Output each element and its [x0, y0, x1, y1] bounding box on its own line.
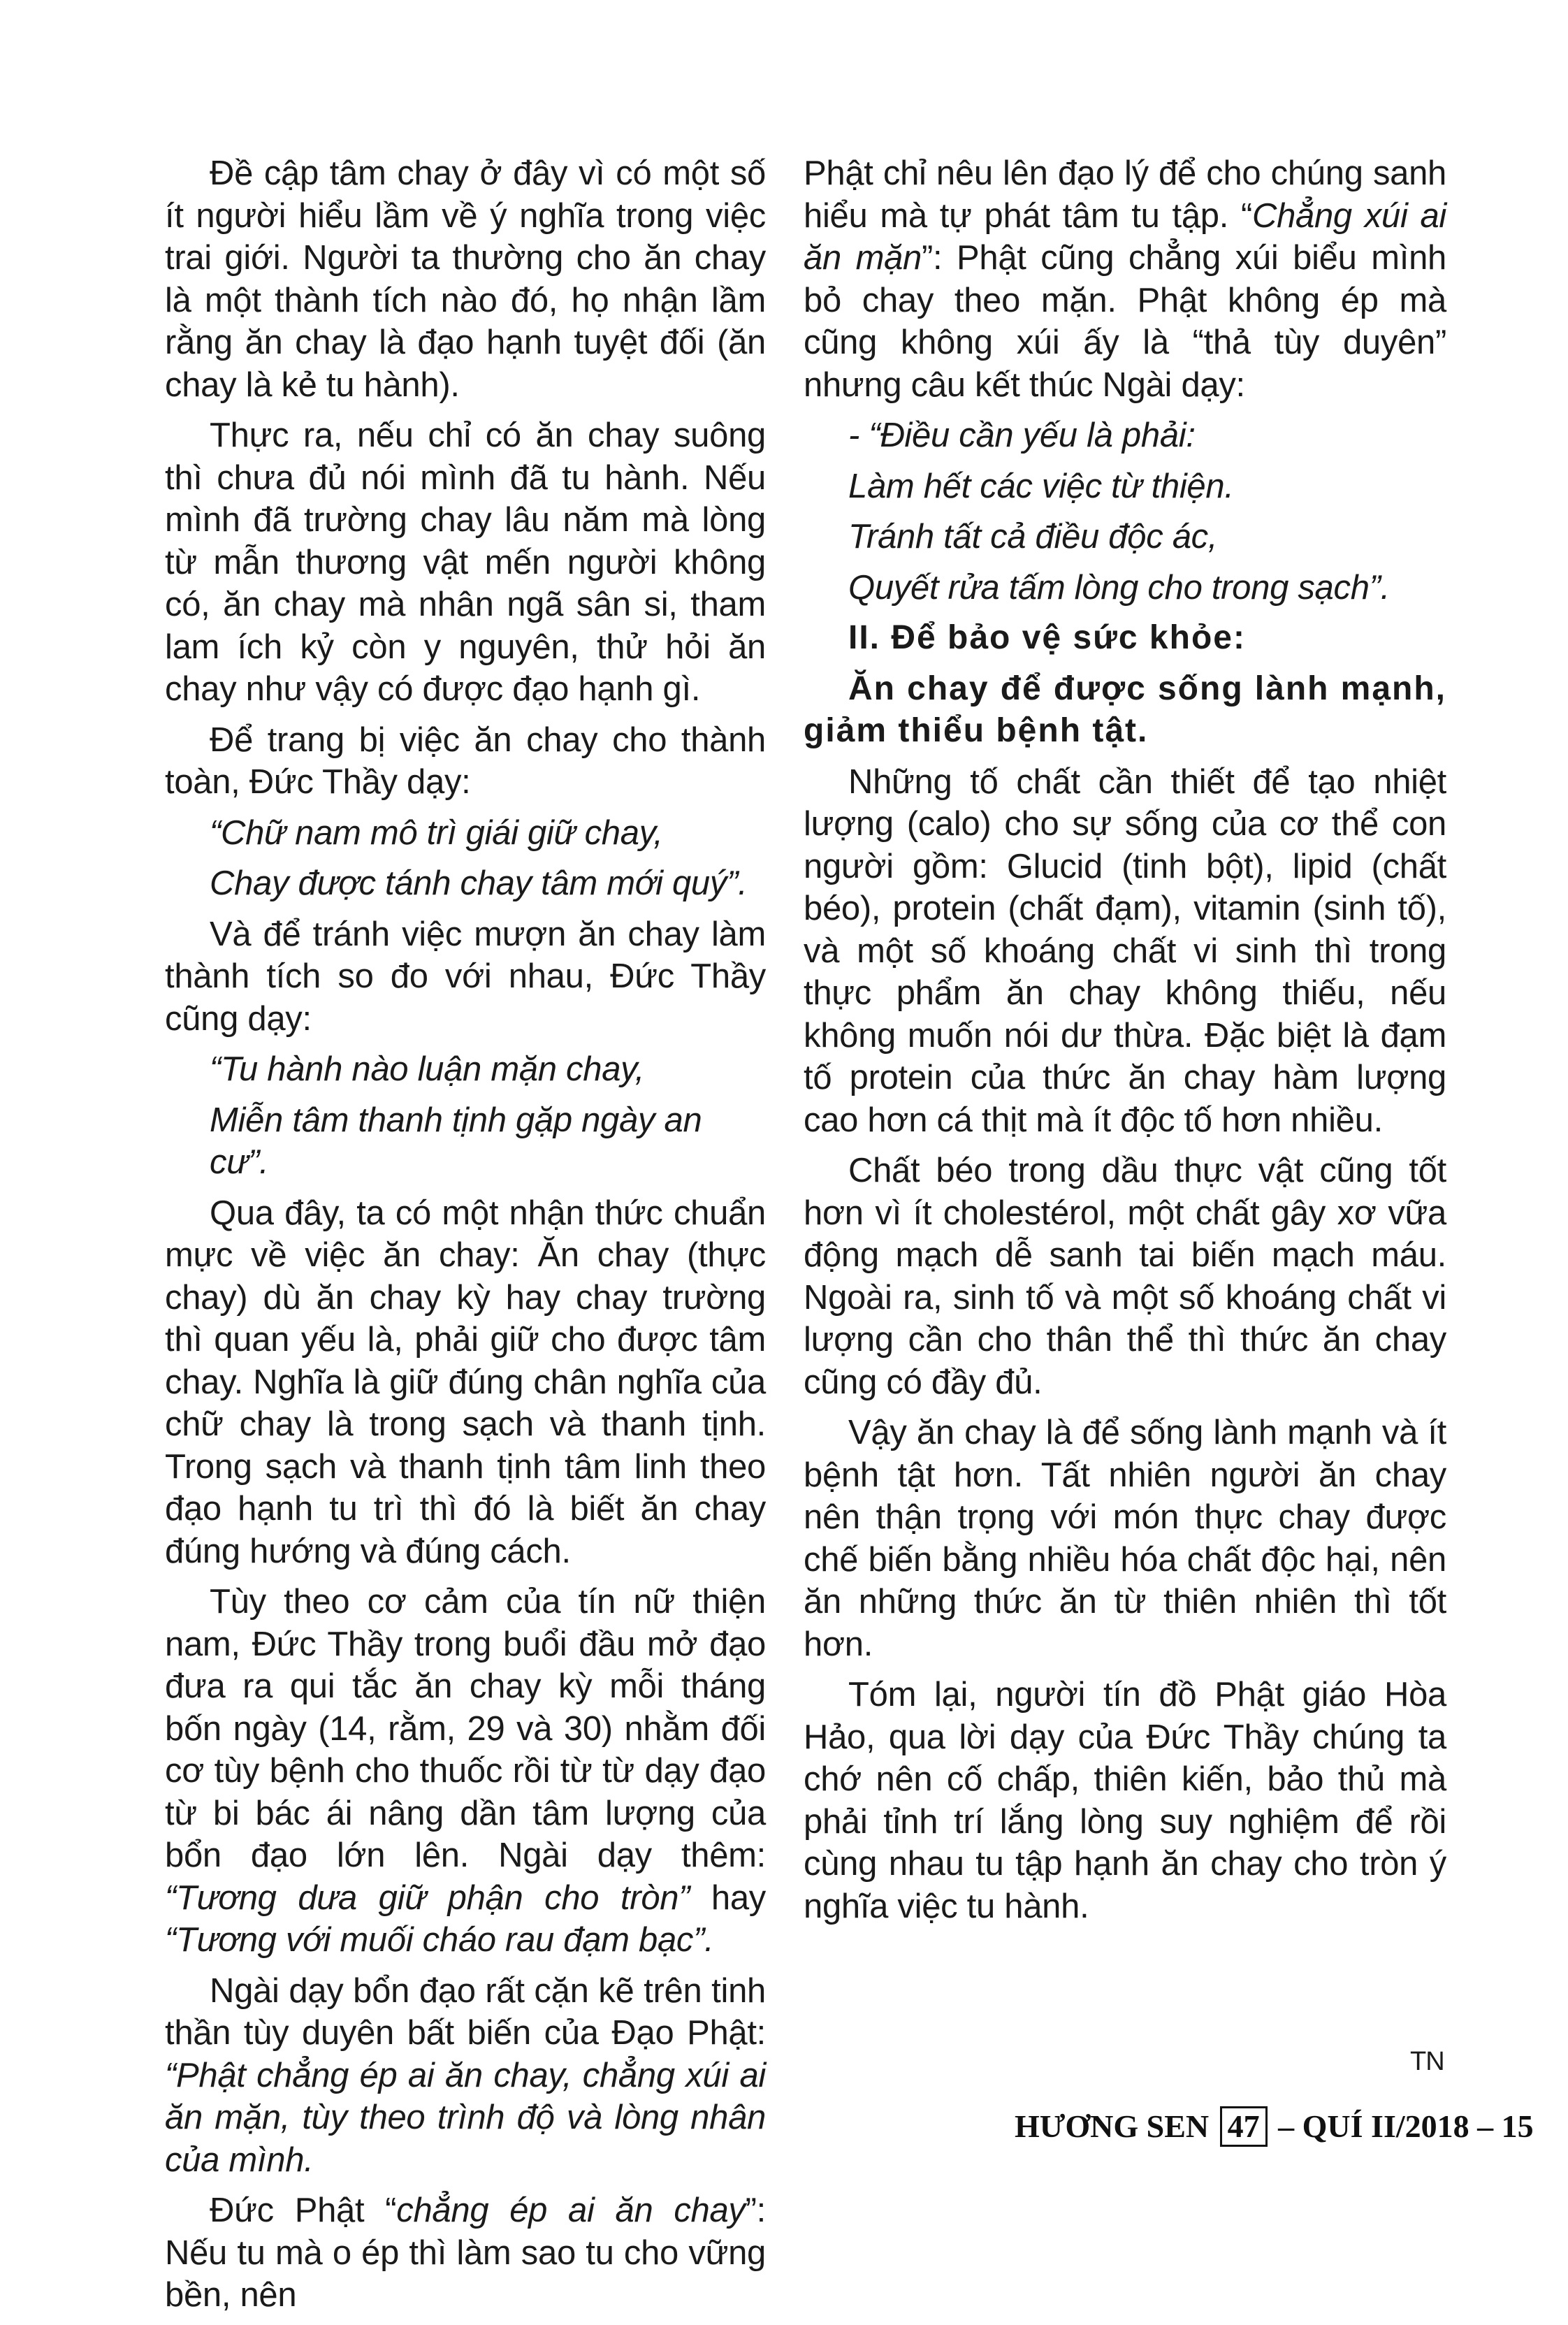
text-run: hay [690, 1878, 766, 1917]
right-column [804, 152, 1446, 1936]
quote: “Phật chẳng ép ai ăn chay, chẳng xúi ai ăn mặn, tùy theo trình độ và lòng nhân của mình. [165, 2056, 766, 2179]
verse-line: Làm hết các việc từ thiện. [848, 467, 1234, 505]
text-run: ”: Nếu tu mà o ép thì làm sao tu cho vững bền, nên [165, 2192, 766, 2314]
page-footer [1015, 2106, 1534, 2147]
paragraph: Đề cập tâm chay ở đây vì có một số ít người hiểu lầm về ý nghĩa trong việc trai giới. Người ta thường cho ăn chay là một thành tích nào đó, họ nhận lầm rằng ăn chay là đạo hạnh tuyệt đối (ăn chay là kẻ tu hành). [165, 154, 766, 404]
paragraph: Và để tránh việc mượn ăn chay làm thành tích so đo với nhau, Đức Thầy cũng dạy: [165, 915, 766, 1038]
paragraph: Tóm lại, người tín đồ Phật giáo Hòa Hảo, qua lời dạy của Đức Thầy chúng ta chớ nên cố chấp, thiên kiến, bảo thủ mà phải tỉnh trí lắng lòng suy nghiệm để rồi cùng nhau tu tập hạnh ăn chay cho tròn ý nghĩa việc tu hành. [804, 1676, 1446, 1925]
quote: “Tương dưa giữ phận cho tròn” [165, 1878, 690, 1917]
paragraph: Thực ra, nếu chỉ có ăn chay suông thì chưa đủ nói mình đã tu hành. Nếu mình đã trường chay lâu năm mà lòng từ mẫn thương vật mến người không có, ăn chay mà nhân ngã sân si, tham lam ích kỷ còn y nguyên, thử hỏi ăn chay như vậy có được đạo hạnh gì. [165, 417, 766, 708]
paragraph [165, 1581, 766, 1962]
paragraph: Vậy ăn chay là để sống lành mạnh và ít bệnh tật hơn. Tất nhiên người ăn chay nên thận trọng với món thực chay được chế biến bằng nhiều hóa chất độc hại, nên ăn những thức ăn từ thiên nhiên thì tốt hơn. [804, 1414, 1446, 1663]
magazine-title: HƯƠNG SEN [1015, 2108, 1210, 2144]
verse-line: - “Điều cần yếu là phải: [848, 417, 1196, 454]
quote: “Tương với muối cháo rau đạm bạc”. [165, 1921, 714, 1959]
page-number: 15 [1501, 2108, 1534, 2144]
verse-line: Tránh tất cả điều độc ác, [848, 518, 1218, 556]
paragraph [165, 1970, 766, 2182]
paragraph: Chất béo trong dầu thực vật cũng tốt hơn vì ít cholestérol, một chất gây xơ vữa động mạch dễ sanh tai biến mạch máu. Ngoài ra, sinh tố và một số khoáng chất vi lượng cần cho thân thể thì thức ăn chay cũng có đầy đủ. [804, 1152, 1446, 1401]
verse-line: Miễn tâm thanh tịnh gặp ngày an cư”. [210, 1101, 702, 1181]
paragraph: Để trang bị việc ăn chay cho thành toàn, Đức Thầy dạy: [165, 720, 766, 801]
verse-line: “Chữ nam mô trì giái giữ chay, [210, 813, 663, 852]
paragraph: Những tố chất cần thiết để tạo nhiệt lượng (calo) cho sự sống của cơ thể con người gồm: Glucid (tinh bột), lipid (chất béo), protein (chất đạm), vitamin (sinh tố), và một số khoáng chất vi sinh thì trong thực phẩm ăn chay không thiếu, nếu không muốn nói dư thừa. Đặc biệt là đạm tố protein của thức ăn chay hàm lượng cao hơn cá thịt mà ít độc tố hơn nhiều. [804, 762, 1446, 1139]
paragraph [165, 2189, 766, 2317]
author-signature: TN [1410, 2047, 1444, 2076]
paragraph: Qua đây, ta có một nhận thức chuẩn mực về việc ăn chay: Ăn chay (thực chay) dù ăn chay kỳ hay chay trường thì quan yếu là, phải giữ cho được tâm chay. Nghĩa là giữ đúng chân nghĩa của chữ chay là trong sạch và thanh tịnh. Trong sạch và thanh tịnh tâm linh theo đạo hạnh tu trì thì đó là biết ăn chay đúng hướng và đúng cách. [165, 1194, 766, 1570]
section-heading: II. Để bảo vệ sức khỏe: [848, 619, 1246, 656]
verse-line: Chay được tánh chay tâm mới quý”. [210, 864, 748, 902]
issue-number-box: 47 [1220, 2106, 1268, 2147]
quote: chẳng ép ai ăn chay [396, 2192, 746, 2229]
verse-line: “Tu hành nào luận mặn chay, [210, 1050, 645, 1088]
text-run: Tùy theo cơ cảm của tín nữ thiện nam, Đức Thầy trong buổi đầu mở đạo đưa ra qui tắc ăn chay kỳ mỗi tháng bốn ngày (14, rằm, 29 và 30) nhằm đối cơ tùy bệnh cho thuốc rồi từ từ dạy đạo từ bi bác ái nâng dần tâm lượng của bổn đạo lớn lên. Ngài dạy thêm: [165, 1583, 766, 1874]
left-column [165, 152, 766, 2325]
text-run: ”: Phật cũng chẳng xúi biểu mình bỏ chay theo mặn. Phật không ép mà cũng không xúi ấy là “thả tùy duyên” nhưng câu kết thúc Ngài dạy: [804, 239, 1446, 404]
text-run: Ngài dạy bổn đạo rất cặn kẽ trên tinh thần tùy duyên bất biến của Đạo Phật: [165, 1971, 766, 2052]
paragraph [804, 152, 1446, 406]
section-subheading: Ăn chay để được sống lành mạnh, giảm thiểu bệnh tật. [804, 669, 1446, 749]
quote: Chẳng xúi ai ăn mặn [804, 196, 1447, 277]
quarter-label: – QUÍ II/2018 – [1278, 2108, 1494, 2144]
text-run: Phật chỉ nêu lên đạo lý để cho chúng sanh hiểu mà tự phát tâm tu tập. “ [804, 154, 1446, 235]
text-run: Đức Phật “ [210, 2192, 397, 2229]
verse-line: Quyết rửa tấm lòng cho trong sạch”. [848, 568, 1390, 607]
